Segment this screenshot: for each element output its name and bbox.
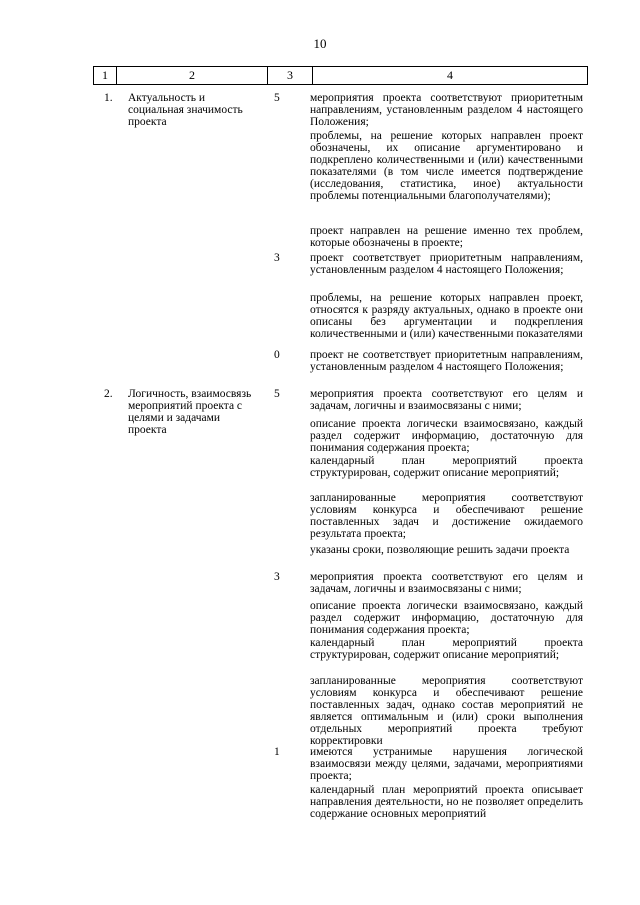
criterion-item: запланированные мероприятия соответствуют условиям конкурса и обеспечивают решение поставленных задач, однако состав мероприятий не является оптимальным и (или) сроки выполнения отдельных мероприятий проекта требуют корректировки (310, 675, 583, 747)
criterion-item: проект соответствует приоритетным направлениям, установленным разделом 4 настоящего Положения; (310, 252, 583, 276)
header-col-4: 4 (313, 67, 588, 85)
score-value: 3 (274, 252, 280, 264)
criterion-item: описание проекта логически взаимосвязано, каждый раздел содержит информацию, достаточную для понимания содержания проекта; (310, 418, 583, 454)
score-value: 1 (274, 746, 280, 758)
criterion-title: Логичность, взаимосвязь мероприятий проекта с целями и задачами проекта (128, 388, 252, 436)
criterion-title: Актуальность и социальная значимость проекта (128, 92, 243, 128)
score-value: 5 (274, 388, 280, 400)
criterion-item: мероприятия проекта соответствуют его целям и задачам, логичны и взаимосвязаны с ними; (310, 571, 583, 595)
table-header (93, 66, 588, 85)
header-col-3: 3 (268, 67, 313, 85)
header-col-1: 1 (94, 67, 117, 85)
header-col-2: 2 (117, 67, 268, 85)
criterion-item: проект направлен на решение именно тех проблем, которые обозначены в проекте; (310, 225, 583, 249)
criterion-item: проблемы, на решение которых направлен проект обозначены, их описание аргументировано и подкреплено количественными и (или) качественными показателями (в том числе имеется подтверждение (исследования, статистика, иное) актуальности проблемы потенциальными благополучателями); (310, 130, 583, 202)
criterion-item: имеются устранимые нарушения логической взаимосвязи между целями, задачами, мероприятиями проекта; (310, 746, 583, 782)
criterion-item: проблемы, на решение которых направлен проект, относятся к разряду актуальных, однако в проекте они описаны без аргументации и подкрепления количественными и (или) качественными показателями (310, 292, 583, 340)
criterion-item: описание проекта логически взаимосвязано, каждый раздел содержит информацию, достаточную для понимания содержания проекта; (310, 600, 583, 636)
criterion-item: календарный план мероприятий проекта структурирован, содержит описание мероприятий; (310, 637, 583, 661)
criterion-item: календарный план мероприятий проекта описывает направления деятельности, но не позволяет определить содержание основных мероприятий (310, 784, 583, 820)
score-value: 3 (274, 571, 280, 583)
criterion-item: запланированные мероприятия соответствуют условиям конкурса и обеспечивают решение поставленных задач и достижение ожидаемого результата проекта; (310, 492, 583, 540)
criterion-item: мероприятия проекта соответствуют приоритетным направлениям, установленным разделом 4 настоящего Положения; (310, 92, 583, 128)
criterion-number: 2. (104, 388, 113, 400)
score-value: 0 (274, 349, 280, 361)
page-number: 10 (313, 36, 327, 51)
criterion-number: 1. (104, 92, 113, 104)
criterion-item: календарный план мероприятий проекта структурирован, содержит описание мероприятий; (310, 455, 583, 479)
criterion-item: мероприятия проекта соответствуют его целям и задачам, логичны и взаимосвязаны с ними; (310, 388, 583, 412)
criterion-item: проект не соответствует приоритетным направлениям, установленным разделом 4 настоящего Положения; (310, 349, 583, 373)
criterion-item: указаны сроки, позволяющие решить задачи проекта (310, 544, 570, 556)
score-value: 5 (274, 92, 280, 104)
